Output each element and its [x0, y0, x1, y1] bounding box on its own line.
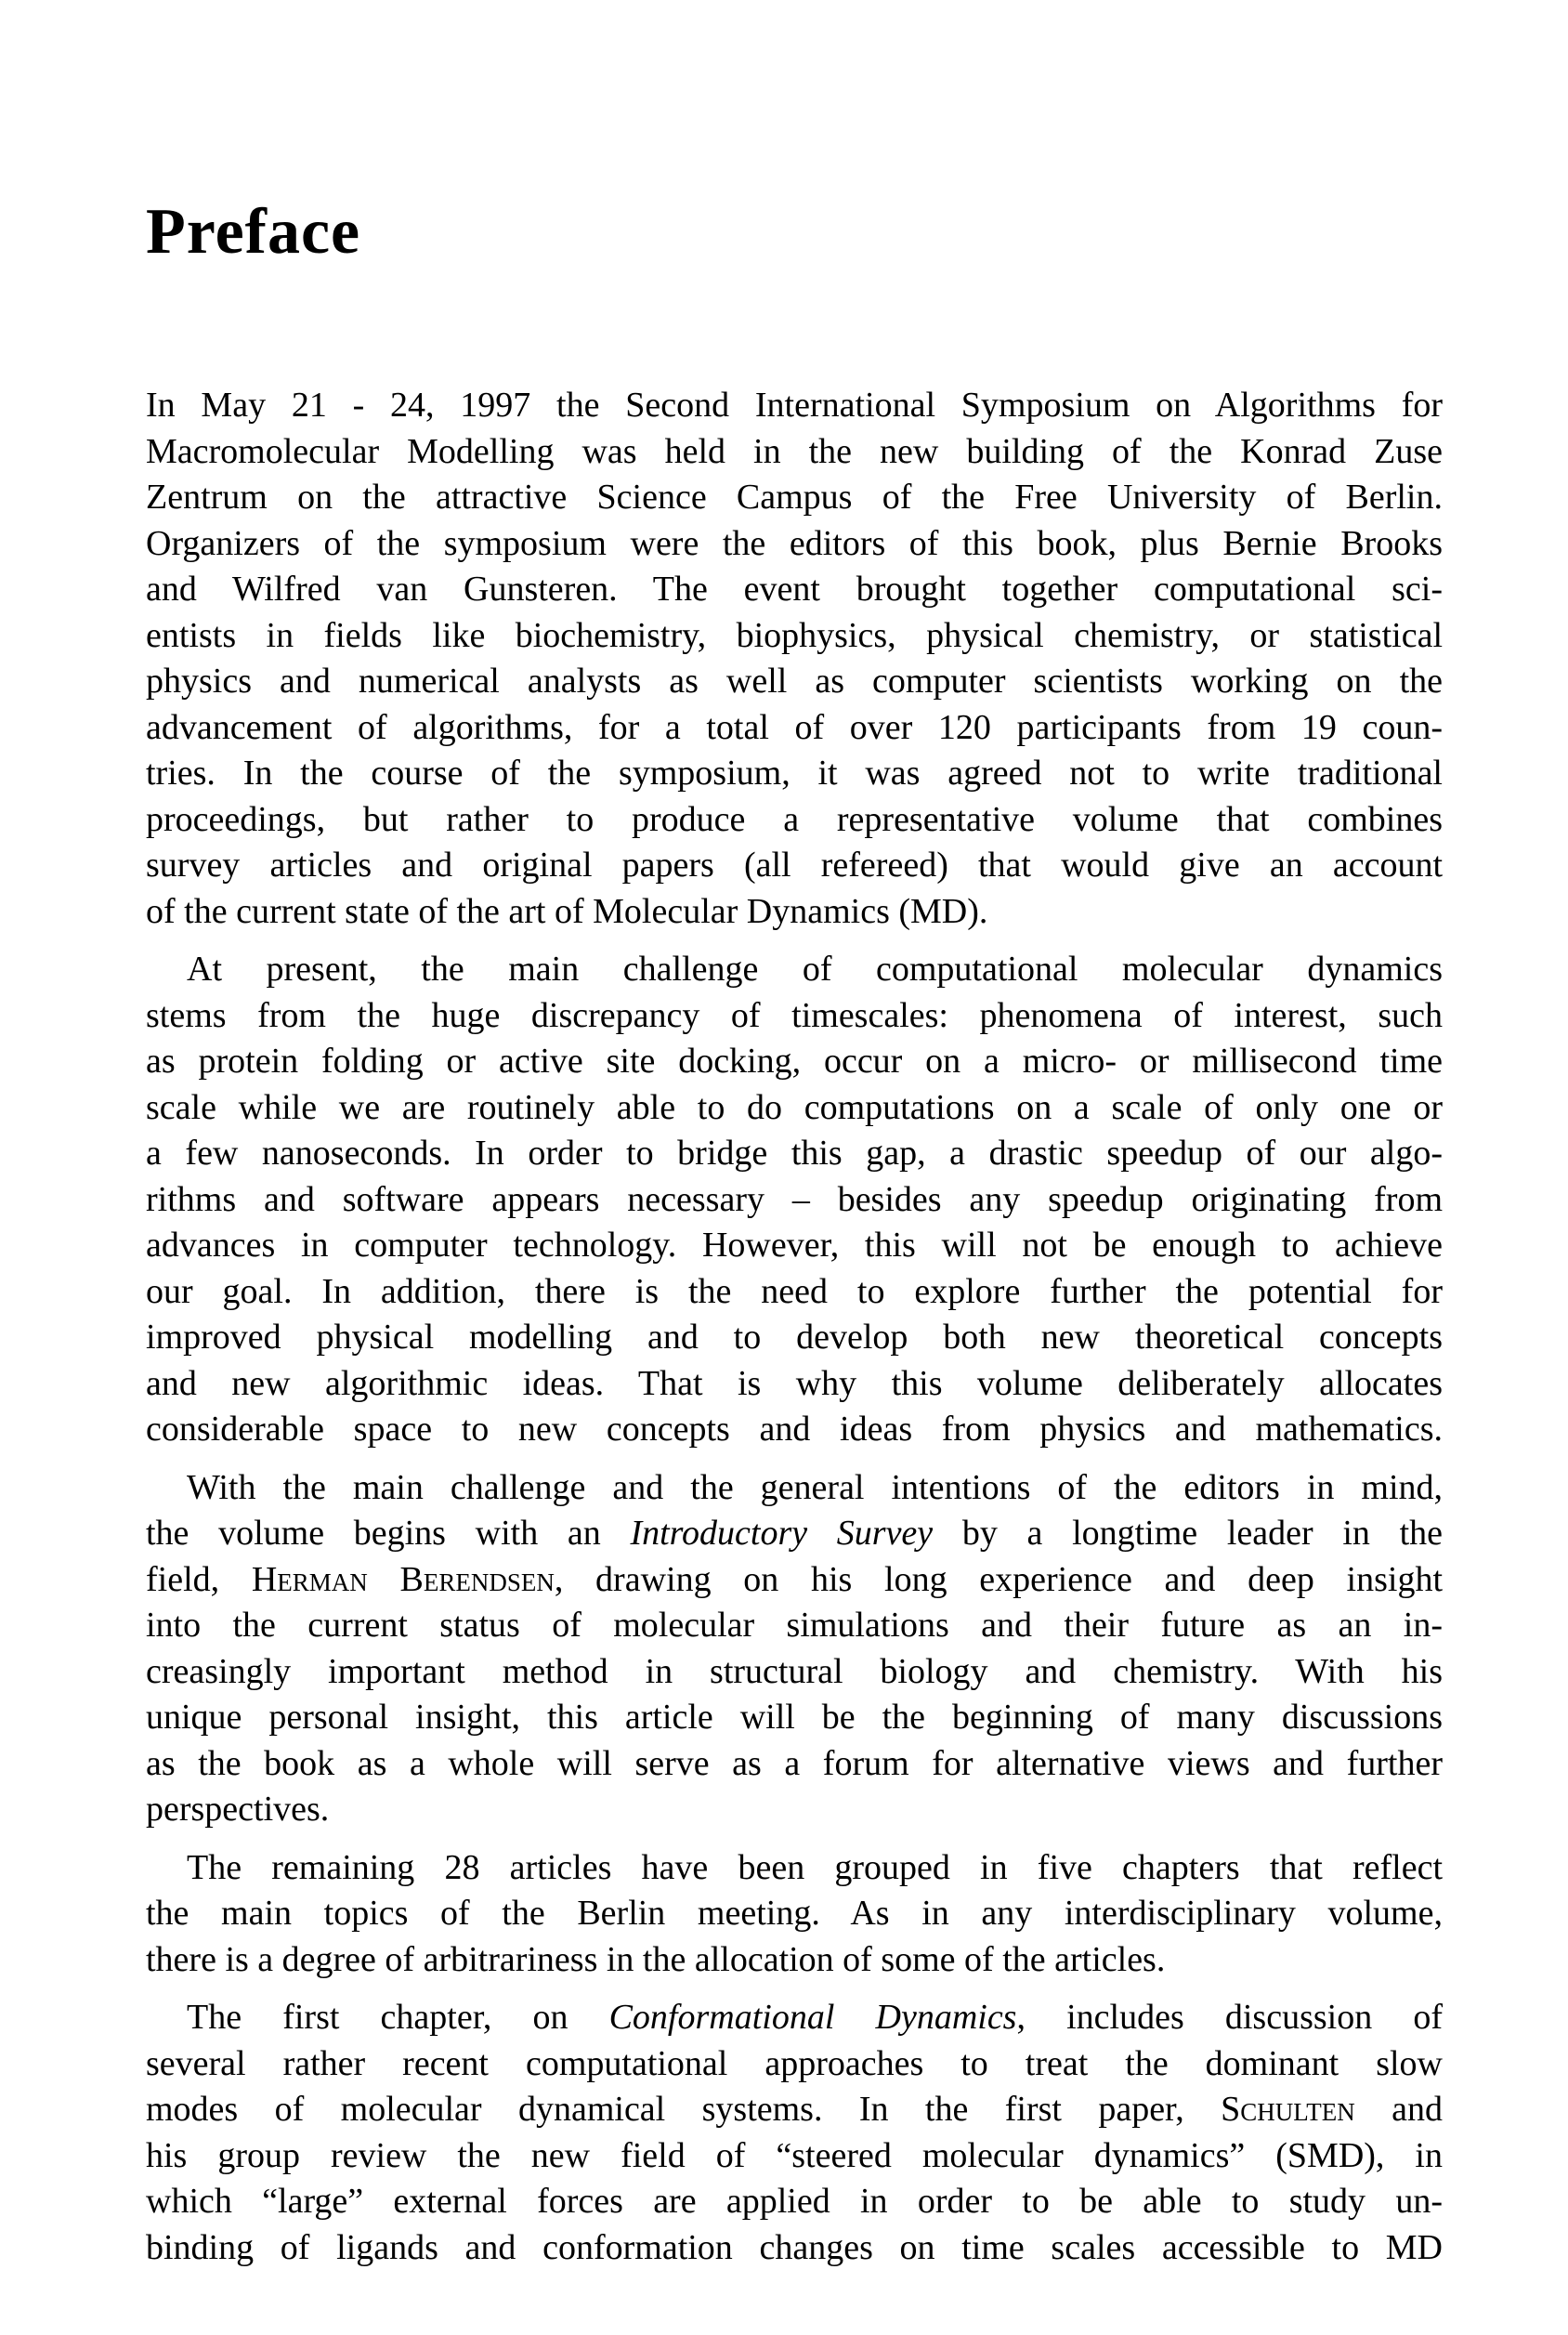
text-line	[146, 843, 1443, 889]
body-text: and	[1354, 2090, 1443, 2129]
body-text: and new algorithmic ideas. That is why this volume deliberately allocates	[146, 1363, 1443, 1403]
body-text: tries. In the course of the symposium, it was agreed not to write traditional	[146, 754, 1443, 793]
body-text: the main topics of the Berlin meeting. As in any interdisciplinary volume,	[146, 1894, 1443, 1933]
body-text: as the book as a whole will serve as a forum for alternative views and further	[146, 1743, 1443, 1783]
body-text: stems from the huge discrepancy of timescales: phenomena of interest, such	[146, 995, 1443, 1035]
body-text: perspectives.	[146, 1790, 330, 1829]
body-text: advancement of algorithms, for a total of over 120 participants from 19 coun-	[146, 707, 1443, 747]
italic-text: Conformational Dynamics	[608, 1998, 1017, 2037]
body-text: which “large” external forces are applied in order to be able to study un-	[146, 2182, 1443, 2221]
text-line	[146, 1177, 1443, 1224]
paragraph	[146, 1465, 1443, 1833]
body-text: The first chapter, on	[187, 1998, 609, 2037]
body-text: scale while we are routinely able to do computations on a scale of only one or	[146, 1087, 1443, 1127]
text-line	[146, 1085, 1443, 1132]
body-text: survey articles and original papers (all refereed) that would give an account	[146, 846, 1443, 885]
body-text: , includes discussion of	[1016, 1998, 1443, 2037]
text-line	[146, 1845, 1443, 1892]
body-text: entists in fields like biochemistry, biophysics, physical chemistry, or statistical	[146, 615, 1443, 655]
smallcaps-name: Herman Berendsen	[251, 1559, 555, 1599]
text-line	[146, 567, 1443, 613]
preface-text-block	[146, 383, 1443, 2271]
text-line	[146, 947, 1443, 993]
body-text: and Wilfred van Gunsteren. The event brought together computational sci-	[146, 570, 1443, 609]
text-line	[146, 1407, 1443, 1453]
body-text: considerable space to new concepts and ideas from physics and mathematics.	[146, 1410, 1443, 1449]
text-line	[146, 2225, 1443, 2272]
text-line	[146, 1891, 1443, 1937]
text-line	[146, 613, 1443, 660]
text-line	[146, 1131, 1443, 1177]
text-line	[146, 521, 1443, 568]
text-line	[146, 1741, 1443, 1788]
body-text: binding of ligands and conformation changes on time scales accessible to MD	[146, 2227, 1443, 2267]
text-line	[146, 797, 1443, 844]
body-text: his group review the new field of “steered molecular dynamics” (SMD), in	[146, 2135, 1443, 2175]
body-text: Zentrum on the attractive Science Campus of the Free University of Berlin.	[146, 478, 1443, 517]
text-line	[146, 1269, 1443, 1316]
body-text: The remaining 28 articles have been grouped in five chapters that reflect	[187, 1847, 1443, 1887]
body-text: field,	[146, 1559, 252, 1599]
text-line	[146, 2133, 1443, 2180]
text-line	[146, 1995, 1443, 2041]
text-line	[146, 1511, 1443, 1557]
text-line	[146, 1603, 1443, 1649]
text-line	[146, 889, 1443, 936]
body-text: our goal. In addition, there is the need to explore further the potential for	[146, 1271, 1443, 1311]
body-text: modes of molecular dynamical systems. In the first paper,	[146, 2090, 1222, 2129]
body-text: With the main challenge and the general intentions of the editors in mind,	[187, 1467, 1443, 1507]
body-text: a few nanoseconds. In order to bridge this gap, a drastic speedup of our algo-	[146, 1134, 1443, 1173]
smallcaps-name: Schulten	[1221, 2090, 1355, 2129]
body-text: several rather recent computational approaches to treat the dominant slow	[146, 2043, 1443, 2083]
text-line	[146, 383, 1443, 429]
text-line	[146, 1465, 1443, 1512]
body-text: as protein folding or active site docking, occur on a micro- or millisecond time	[146, 1042, 1443, 1081]
text-line	[146, 705, 1443, 752]
text-line	[146, 1315, 1443, 1361]
body-text: improved physical modelling and to develop both new theoretical concepts	[146, 1318, 1443, 1357]
body-text: , drawing on his long experience and deep insight	[554, 1559, 1443, 1599]
body-text: advances in computer technology. However, this will not be enough to achieve	[146, 1226, 1443, 1265]
text-line	[146, 2179, 1443, 2225]
page-title: Preface	[146, 195, 361, 268]
paragraph	[146, 1845, 1443, 1984]
body-text: there is a degree of arbitrariness in the allocation of some of the articles.	[146, 1939, 1166, 1979]
body-text: rithms and software appears necessary – besides any speedup originating from	[146, 1179, 1443, 1219]
italic-text: Introductory Survey	[630, 1514, 934, 1553]
text-line	[146, 1557, 1443, 1604]
text-line	[146, 1039, 1443, 1085]
body-text: unique personal insight, this article will be the beginning of many discussions	[146, 1698, 1443, 1737]
text-line	[146, 1361, 1443, 1408]
paragraph	[146, 947, 1443, 1453]
text-line	[146, 2087, 1443, 2133]
body-text: At present, the main challenge of computational molecular dynamics	[187, 950, 1443, 989]
body-text: creasingly important method in structural biology and chemistry. With his	[146, 1651, 1443, 1691]
paragraph	[146, 1995, 1443, 2271]
body-text: proceedings, but rather to produce a representative volume that combines	[146, 799, 1443, 839]
text-line	[146, 1649, 1443, 1696]
body-text: physics and numerical analysts as well as computer scientists working on the	[146, 662, 1443, 701]
body-text: into the current status of molecular simulations and their future as an in-	[146, 1606, 1443, 1645]
text-line	[146, 1787, 1443, 1833]
text-line	[146, 993, 1443, 1040]
body-text: Organizers of the symposium were the editors of this book, plus Bernie Brooks	[146, 523, 1443, 563]
text-line	[146, 659, 1443, 705]
body-text: In May 21 - 24, 1997 the Second International Symposium on Algorithms for	[146, 386, 1443, 425]
text-line	[146, 475, 1443, 521]
body-text: Macromolecular Modelling was held in the new building of the Konrad Zuse	[146, 431, 1443, 471]
body-text: the volume begins with an	[146, 1514, 631, 1553]
text-line	[146, 2041, 1443, 2088]
paragraph	[146, 383, 1443, 935]
text-line	[146, 751, 1443, 797]
body-text: of the current state of the art of Molecular Dynamics (MD).	[146, 891, 988, 931]
text-line	[146, 1695, 1443, 1741]
body-text: by a longtime leader in the	[933, 1514, 1443, 1553]
text-line	[146, 429, 1443, 476]
text-line	[146, 1937, 1443, 1984]
text-line	[146, 1223, 1443, 1269]
